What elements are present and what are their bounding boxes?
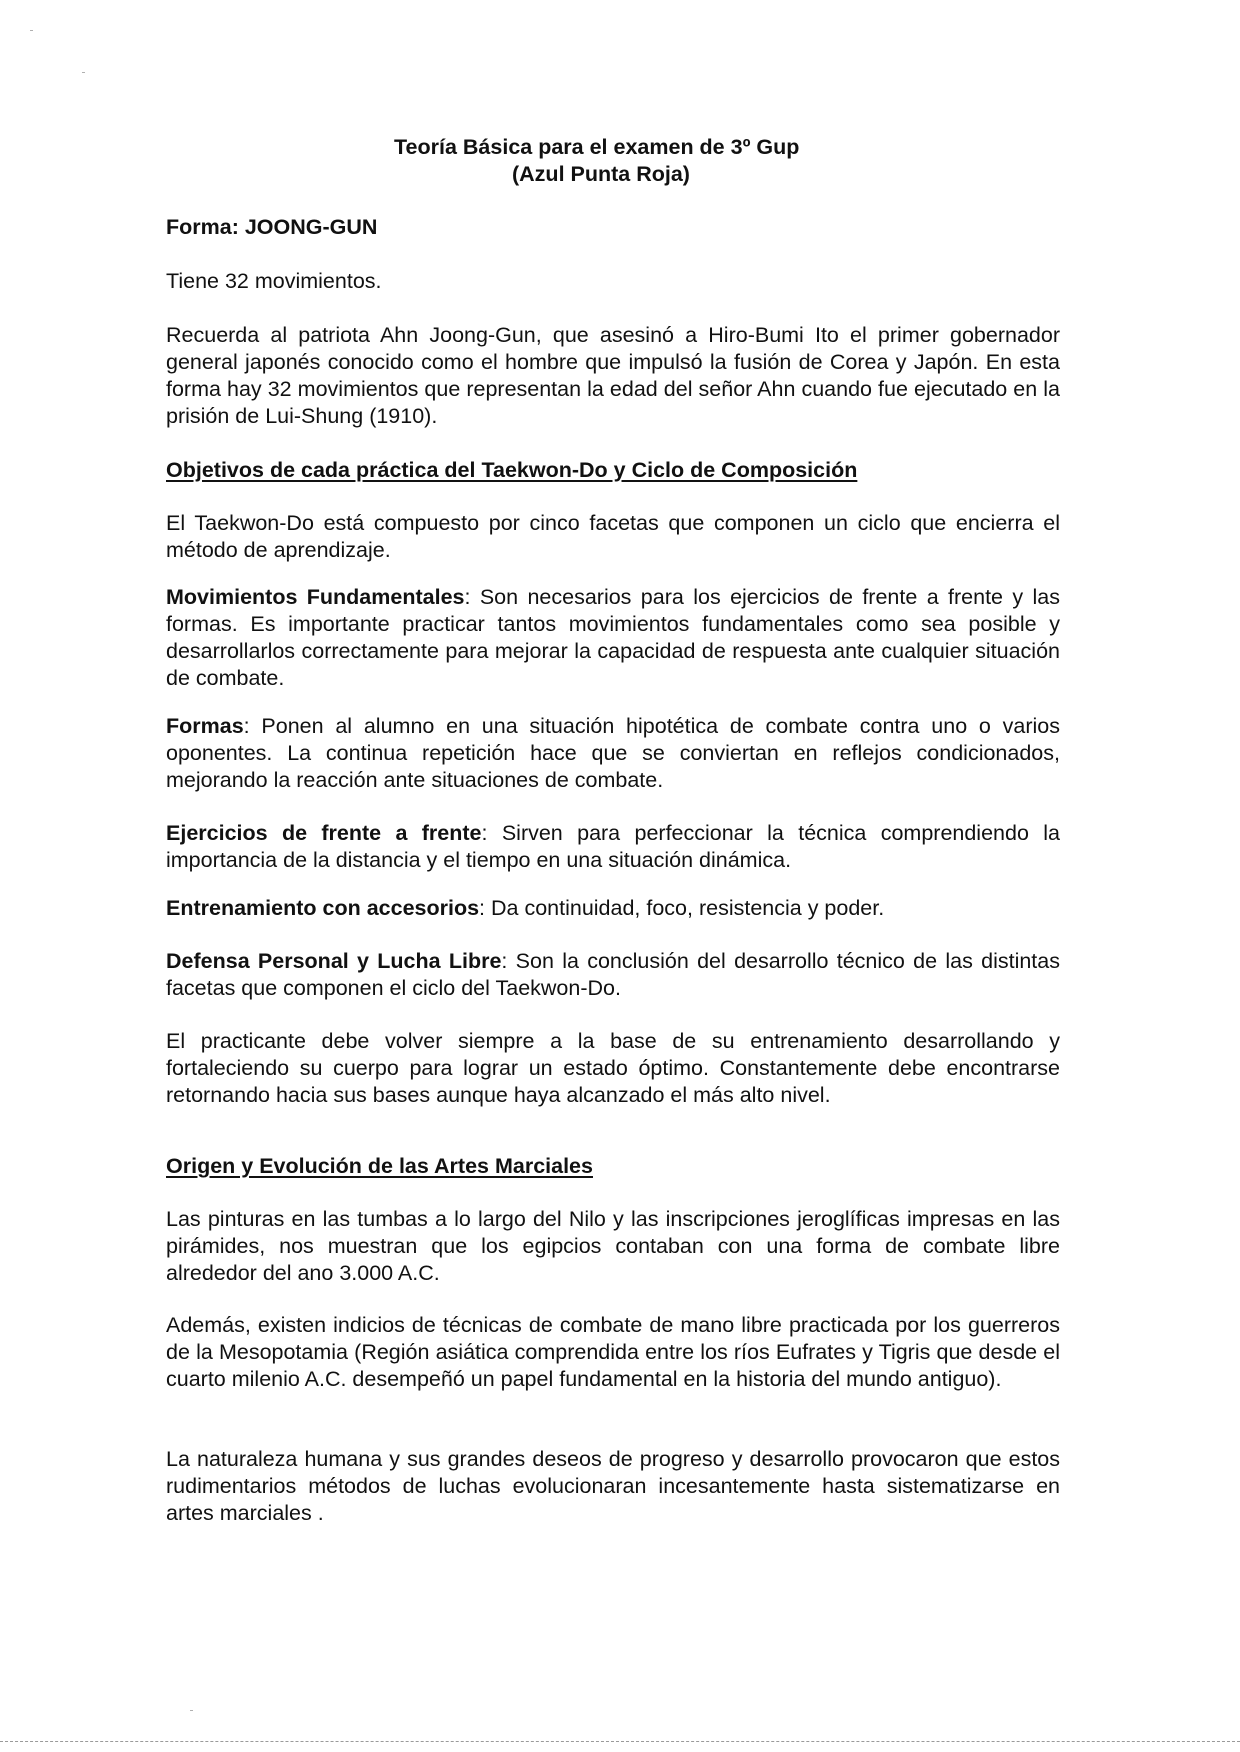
item-ejercicios — [166, 820, 1060, 874]
section2-heading: Origen y Evolución de las Artes Marciales — [166, 1154, 593, 1178]
item-formas-paragraph — [166, 713, 1060, 794]
item-text: : Son necesarios para los ejercicios de frente a frente y las formas. Es importante practicar tantos movimientos fundamentales como sea posible y desarrollarlos correctamente para mejorar la capacidad de respuesta ante cualquier situación de combate. — [166, 585, 1060, 690]
title-line-1: Teoría Básica para el examen de 3º Gup — [394, 135, 800, 159]
item-formas — [166, 713, 1060, 794]
item-text: : Ponen al alumno en una situación hipotética de combate contra uno o varios oponentes. La continua repetición hace que se conviertan en reflejos condicionados, mejorando la reacción ante situaciones de combate. — [166, 714, 1060, 792]
scan-speck — [190, 1710, 193, 1711]
item-text: : Son la conclusión del desarrollo técnico de las distintas facetas que componen el ciclo del Taekwon-Do. — [166, 949, 1060, 1000]
forma-label: Forma: JOONG-GUN — [166, 215, 378, 239]
item-term: Entrenamiento con accesorios — [166, 896, 480, 920]
section1-heading-block — [166, 457, 1060, 484]
item-term: Defensa Personal y Lucha Libre — [166, 949, 502, 973]
section2-paragraph: Las pinturas en las tumbas a lo largo del Nilo y las inscripciones jeroglíficas impresas en las pirámides, nos muestran que los egipcios contaban con una forma de combate libre alrededor del ano 3.000 A.C. — [166, 1207, 1060, 1285]
section2-paragraph: Además, existen indicios de técnicas de combate de mano libre practicada por los guerreros de la Mesopotamia (Región asiática comprendida entre los ríos Eufrates y Tigris que desde el cuarto milenio A.C. desempeñó un papel fundamental en la historia del mundo antiguo). — [166, 1313, 1060, 1391]
item-text: : Sirven para perfeccionar la técnica comprendiendo la importancia de la distancia y el tiempo en una situación dinámica. — [166, 821, 1060, 872]
section1-intro-block — [166, 510, 1060, 564]
item-text: : Da continuidad, foco, resistencia y poder. — [479, 896, 885, 920]
section2-paragraph: La naturaleza humana y sus grandes deseos de progreso y desarrollo provocaron que estos rudimentarios métodos de luchas evolucionaran incesantemente hasta sistematizarse en artes marciales . — [166, 1447, 1060, 1525]
section1-intro: El Taekwon-Do está compuesto por cinco facetas que componen un ciclo que encierra el método de aprendizaje. — [166, 511, 1060, 562]
item-defensa-paragraph — [166, 948, 1060, 1002]
item-ejercicios-paragraph — [166, 820, 1060, 874]
section2-paragraph-1-block — [166, 1206, 1060, 1287]
scan-speck — [82, 72, 85, 73]
scan-edge-line — [0, 1741, 1240, 1742]
section2-paragraph-2-block — [166, 1312, 1060, 1393]
forma-description: Recuerda al patriota Ahn Joong-Gun, que asesinó a Hiro-Bumi Ito el primer gobernador general japonés conocido como el hombre que impulsó la fusión de Corea y Japón. En esta forma hay 32 movimientos que representan la edad del señor Ahn cuando fue ejecutado en la prisión de Lui-Shung (1910). — [166, 323, 1060, 428]
section2-paragraph-3-block — [166, 1446, 1060, 1527]
document-title — [394, 134, 854, 188]
title-line-2: (Azul Punta Roja) — [512, 162, 690, 186]
forma-moves: Tiene 32 movimientos. — [166, 269, 382, 293]
item-term: Formas — [166, 714, 244, 738]
section2-heading-block — [166, 1153, 1060, 1180]
item-entrenamiento — [166, 895, 1060, 922]
item-movimientos — [166, 584, 1060, 692]
item-defensa — [166, 948, 1060, 1002]
section1-closing-block — [166, 1028, 1060, 1109]
section1-heading: Objetivos de cada práctica del Taekwon-Do y Ciclo de Composición — [166, 458, 858, 482]
section1-closing: El practicante debe volver siempre a la base de su entrenamiento desarrollando y fortaleciendo su cuerpo para lograr un estado óptimo. Constantemente debe encontrarse retornando hacia sus bases aunque haya alcanzado el más alto nivel. — [166, 1029, 1060, 1107]
item-term: Ejercicios de frente a frente — [166, 821, 482, 845]
forma-description-block — [166, 322, 1060, 430]
item-term: Movimientos Fundamentales — [166, 585, 465, 609]
scan-speck — [30, 30, 33, 31]
item-movimientos-paragraph — [166, 584, 1060, 692]
item-entrenamiento-paragraph — [166, 895, 1060, 922]
